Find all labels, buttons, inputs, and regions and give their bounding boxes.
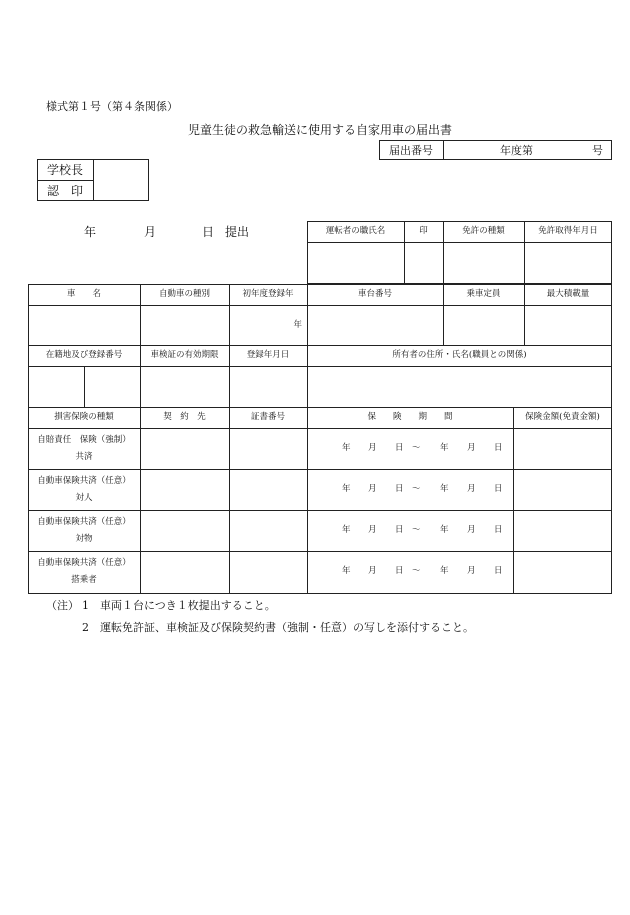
car-type-header: 自動車の種別 [158,289,210,300]
driver-seal-header: 印 [419,226,428,237]
notes-prefix: （注） [46,599,79,612]
insurance-type-cell [28,551,140,592]
chassis-number-header: 車台番号 [357,289,392,300]
period-unit: 日 [395,525,404,535]
note-2-number: 2 [82,621,89,634]
insurance-type-cell [28,428,140,469]
period-tilde: ～ [412,566,421,576]
submission-submitted: 提出 [225,225,250,239]
period-unit: 月 [368,525,377,535]
period-unit: 日 [395,566,404,576]
first-registration-year-unit: 年 [293,319,302,330]
period-unit: 月 [467,443,476,453]
owner-header: 所有者の住所・氏名(職員との関係) [392,350,527,361]
period-unit: 年 [440,525,449,535]
period-unit: 日 [494,566,503,576]
form-number: 様式第１号（第４条関係） [46,100,178,113]
submission-day: 日 [202,225,215,239]
period-unit: 月 [467,566,476,576]
max-load-header: 最大積載量 [546,289,590,300]
note-2-text: 運転免許証、車検証及び保険契約書（強制・任意）の写しを添付すること。 [100,621,474,634]
filing-number-suffix: 号 [592,143,603,157]
period-unit: 日 [395,443,404,453]
filing-number-label: 届出番号 [389,143,433,157]
license-date-header: 免許取得年月日 [538,226,598,237]
submission-month: 月 [144,225,157,239]
first-registration-year-header: 初年度登録年 [242,289,294,300]
period-unit: 日 [395,484,404,494]
insurance-type-cell [28,469,140,510]
insurance-type-line2: 対物 [75,533,93,544]
registration-date-header: 登録年月日 [246,350,290,361]
period-unit: 年 [440,566,449,576]
insurance-type-line1: 自賠責任 保険（強制） [37,435,131,445]
period-unit: 日 [494,484,503,494]
insurance-type-header: 損害保険の種類 [54,412,114,423]
insurance-type-line2: 共済 [75,451,93,462]
period-unit: 月 [467,484,476,494]
period-unit: 月 [368,443,377,453]
filing-year-prefix: 年度第 [500,143,533,157]
inspection-validity-header: 車検証の有効期限 [150,350,219,361]
car-name-header: 車 名 [66,289,101,300]
contractor-header: 契 約 先 [163,412,206,423]
insurance-period-header: 保 険 期 間 [367,412,453,423]
period-unit: 年 [342,443,351,453]
principal-label: 学校長 [46,162,83,177]
note-1-number: 1 [82,599,89,612]
form-title: 児童生徒の救急輸送に使用する自家用車の届出書 [188,123,453,137]
period-unit: 年 [440,443,449,453]
period-unit: 年 [342,525,351,535]
capacity-header: 乗車定員 [466,289,501,300]
insurance-amount-header: 保険金額(免責金額) [525,412,600,423]
note-1-text: 車両１台につき１枚提出すること。 [100,599,276,612]
insurance-type-line2: 搭乗者 [71,574,97,585]
period-unit: 月 [368,566,377,576]
period-unit: 年 [342,484,351,494]
license-type-header: 免許の種類 [462,226,505,237]
period-unit: 月 [467,525,476,535]
submission-year: 年 [84,225,97,239]
certificate-number-header: 証書番号 [250,412,285,423]
principal-seal-label: 認 印 [46,183,83,198]
period-unit: 月 [368,484,377,494]
period-unit: 年 [342,566,351,576]
period-tilde: ～ [412,525,421,535]
period-unit: 日 [494,525,503,535]
driver-name-header: 運転者の職氏名 [325,226,386,237]
insurance-type-line1: 自動車保険共済（任意） [37,476,131,486]
insurance-type-cell [28,510,140,551]
period-tilde: ～ [412,484,421,494]
insurance-type-line1: 自動車保険共済（任意） [37,517,131,527]
period-unit: 日 [494,443,503,453]
period-unit: 年 [440,484,449,494]
location-registration-header: 在籍地及び登録番号 [45,350,123,361]
insurance-type-line1: 自動車保険共済（任意） [37,558,131,568]
period-tilde: ～ [412,443,421,453]
insurance-type-line2: 対人 [75,492,93,503]
